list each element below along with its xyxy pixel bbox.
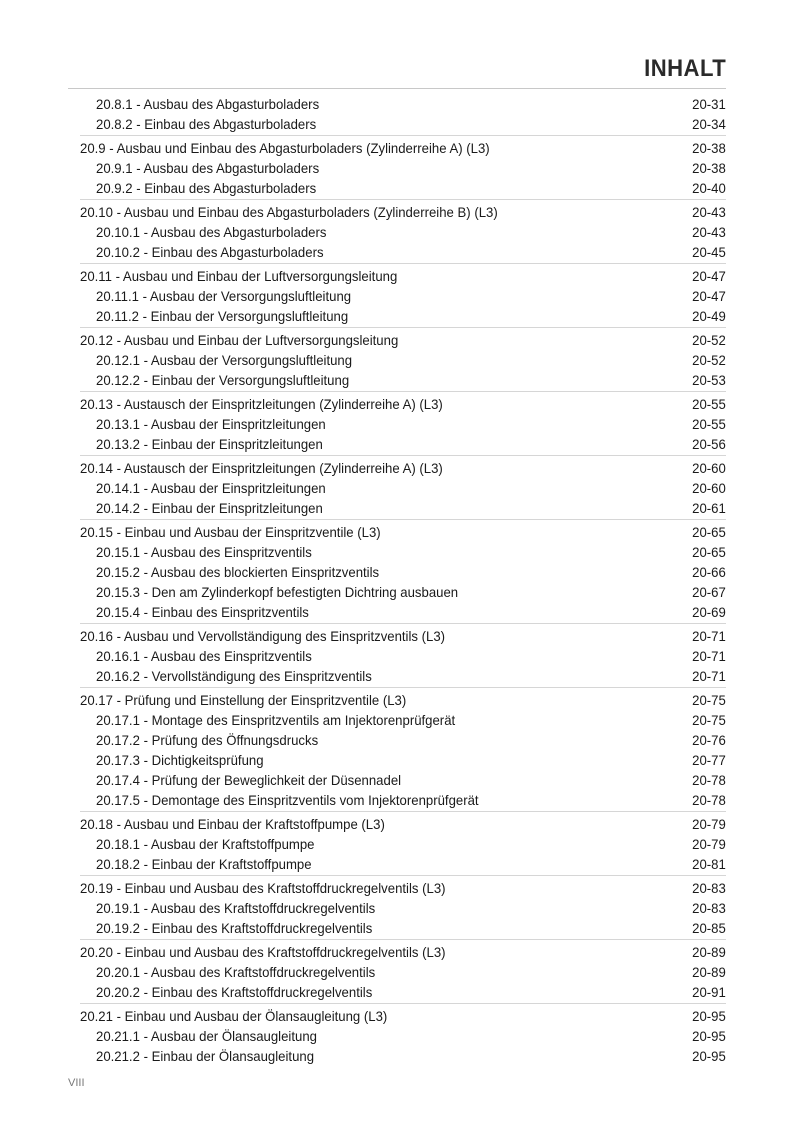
- toc-entry-title: 20.17.4 - Prüfung der Beweglichkeit der Düsennadel: [96, 772, 402, 788]
- toc-entry[interactable]: [80, 814, 726, 834]
- toc-entry-page: 20-71: [692, 668, 726, 684]
- table-of-contents: [80, 94, 726, 1067]
- toc-section: [80, 688, 726, 812]
- toc-entry-page: 20-56: [692, 436, 726, 452]
- toc-section: [80, 200, 726, 264]
- toc-subentry[interactable]: [80, 158, 726, 178]
- toc-subentry[interactable]: [80, 834, 726, 854]
- toc-subentry[interactable]: [80, 898, 726, 918]
- toc-section: [80, 392, 726, 456]
- toc-entry-page: 20-95: [692, 1028, 726, 1044]
- toc-entry[interactable]: [80, 202, 726, 222]
- toc-subentry[interactable]: [80, 770, 726, 790]
- toc-section: [80, 94, 726, 136]
- toc-entry-title: 20.13.1 - Ausbau der Einspritzleitungen: [96, 416, 326, 432]
- toc-subentry[interactable]: [80, 414, 726, 434]
- toc-entry-page: 20-38: [692, 140, 726, 156]
- toc-entry-page: 20-55: [692, 396, 726, 412]
- toc-subentry[interactable]: [80, 854, 726, 874]
- toc-entry-title: 20.20.1 - Ausbau des Kraftstoffdruckregelventils: [96, 964, 376, 980]
- toc-entry-page: 20-53: [692, 372, 726, 388]
- toc-entry-title: 20.15.4 - Einbau des Einspritzventils: [96, 604, 309, 620]
- toc-entry-title: 20.13 - Austausch der Einspritzleitungen (Zylinderreihe A) (L3): [80, 396, 443, 412]
- toc-entry-title: 20.8.1 - Ausbau des Abgasturboladers: [96, 96, 320, 112]
- toc-subentry[interactable]: [80, 242, 726, 262]
- toc-entry-page: 20-34: [692, 116, 726, 132]
- toc-entry[interactable]: [80, 626, 726, 646]
- toc-entry-page: 20-81: [692, 856, 726, 872]
- toc-entry-title: 20.19 - Einbau und Ausbau des Kraftstoffdruckregelventils (L3): [80, 880, 446, 896]
- toc-subentry[interactable]: [80, 918, 726, 938]
- toc-entry-page: 20-83: [692, 900, 726, 916]
- toc-subentry[interactable]: [80, 498, 726, 518]
- toc-entry-page: 20-61: [692, 500, 726, 516]
- toc-subentry[interactable]: [80, 962, 726, 982]
- toc-entry-page: 20-43: [692, 204, 726, 220]
- toc-section: [80, 456, 726, 520]
- toc-entry-title: 20.12 - Ausbau und Einbau der Luftversorgungsleitung: [80, 332, 399, 348]
- toc-entry-title: 20.8.2 - Einbau des Abgasturboladers: [96, 116, 317, 132]
- toc-entry-title: 20.10 - Ausbau und Einbau des Abgasturboladers (Zylinderreihe B) (L3): [80, 204, 498, 220]
- toc-entry-title: 20.17.1 - Montage des Einspritzventils am Injektorenprüfgerät: [96, 712, 456, 728]
- toc-entry-page: 20-75: [692, 692, 726, 708]
- toc-subentry[interactable]: [80, 582, 726, 602]
- toc-entry-title: 20.14.1 - Ausbau der Einspritzleitungen: [96, 480, 326, 496]
- toc-section: [80, 1004, 726, 1067]
- toc-entry-title: 20.21.1 - Ausbau der Ölansaugleitung: [96, 1028, 317, 1044]
- toc-entry[interactable]: [80, 458, 726, 478]
- page-number: VIII: [68, 1077, 85, 1089]
- toc-entry-page: 20-69: [692, 604, 726, 620]
- toc-subentry[interactable]: [80, 434, 726, 454]
- toc-entry-page: 20-75: [692, 712, 726, 728]
- toc-subentry[interactable]: [80, 222, 726, 242]
- toc-entry-title: 20.16.2 - Vervollständigung des Einspritzventils: [96, 668, 372, 684]
- toc-entry-title: 20.12.1 - Ausbau der Versorgungsluftleitung: [96, 352, 353, 368]
- toc-subentry[interactable]: [80, 790, 726, 810]
- toc-entry-title: 20.15.2 - Ausbau des blockierten Einspritzventils: [96, 564, 380, 580]
- toc-section: [80, 812, 726, 876]
- toc-entry[interactable]: [80, 942, 726, 962]
- toc-entry-title: 20.15 - Einbau und Ausbau der Einspritzventile (L3): [80, 524, 381, 540]
- toc-subentry[interactable]: [80, 666, 726, 686]
- toc-entry-page: 20-60: [692, 480, 726, 496]
- toc-subentry[interactable]: [80, 178, 726, 198]
- toc-entry-page: 20-65: [692, 524, 726, 540]
- toc-entry-title: 20.18 - Ausbau und Einbau der Kraftstoffpumpe (L3): [80, 816, 385, 832]
- toc-entry-page: 20-31: [692, 96, 726, 112]
- toc-entry-page: 20-91: [692, 984, 726, 1000]
- toc-subentry[interactable]: [80, 646, 726, 666]
- toc-entry-title: 20.11.1 - Ausbau der Versorgungsluftleitung: [96, 288, 352, 304]
- toc-entry-title: 20.21.2 - Einbau der Ölansaugleitung: [96, 1048, 315, 1064]
- toc-entry[interactable]: [80, 394, 726, 414]
- toc-entry-page: 20-95: [692, 1048, 726, 1064]
- toc-entry-page: 20-52: [692, 332, 726, 348]
- toc-entry-title: 20.18.1 - Ausbau der Kraftstoffpumpe: [96, 836, 315, 852]
- toc-entry-title: 20.20 - Einbau und Ausbau des Kraftstoffdruckregelventils (L3): [80, 944, 446, 960]
- toc-section: [80, 136, 726, 200]
- toc-subentry[interactable]: [80, 1026, 726, 1046]
- toc-entry-page: 20-77: [692, 752, 726, 768]
- toc-entry[interactable]: [80, 138, 726, 158]
- toc-section: [80, 264, 726, 328]
- toc-subentry[interactable]: [80, 982, 726, 1002]
- toc-entry-page: 20-85: [692, 920, 726, 936]
- toc-entry-page: 20-71: [692, 648, 726, 664]
- toc-entry-title: 20.19.1 - Ausbau des Kraftstoffdruckregelventils: [96, 900, 376, 916]
- toc-subentry[interactable]: [80, 710, 726, 730]
- toc-entry-title: 20.14.2 - Einbau der Einspritzleitungen: [96, 500, 323, 516]
- toc-entry-title: 20.21 - Einbau und Ausbau der Ölansaugleitung (L3): [80, 1008, 388, 1024]
- toc-entry-title: 20.17.2 - Prüfung des Öffnungsdrucks: [96, 732, 319, 748]
- toc-entry-title: 20.16.1 - Ausbau des Einspritzventils: [96, 648, 312, 664]
- toc-entry-title: 20.18.2 - Einbau der Kraftstoffpumpe: [96, 856, 312, 872]
- toc-section: [80, 624, 726, 688]
- toc-entry-page: 20-47: [692, 288, 726, 304]
- toc-section: [80, 328, 726, 392]
- toc-entry-page: 20-89: [692, 944, 726, 960]
- toc-entry-page: 20-55: [692, 416, 726, 432]
- toc-entry-page: 20-47: [692, 268, 726, 284]
- toc-entry-title: 20.19.2 - Einbau des Kraftstoffdruckregelventils: [96, 920, 373, 936]
- toc-entry-page: 20-52: [692, 352, 726, 368]
- toc-entry-page: 20-43: [692, 224, 726, 240]
- toc-entry-page: 20-66: [692, 564, 726, 580]
- toc-entry-title: 20.17 - Prüfung und Einstellung der Einspritzventile (L3): [80, 692, 407, 708]
- toc-subentry[interactable]: [80, 542, 726, 562]
- toc-entry-title: 20.10.2 - Einbau des Abgasturboladers: [96, 244, 324, 260]
- toc-entry-page: 20-83: [692, 880, 726, 896]
- toc-entry-page: 20-78: [692, 772, 726, 788]
- toc-subentry[interactable]: [80, 562, 726, 582]
- toc-entry-page: 20-71: [692, 628, 726, 644]
- toc-subentry[interactable]: [80, 370, 726, 390]
- toc-subentry[interactable]: [80, 114, 726, 134]
- toc-subentry[interactable]: [80, 750, 726, 770]
- toc-entry-page: 20-67: [692, 584, 726, 600]
- toc-entry-title: 20.17.5 - Demontage des Einspritzventils vom Injektorenprüfgerät: [96, 792, 479, 808]
- toc-entry[interactable]: [80, 878, 726, 898]
- toc-subentry[interactable]: [80, 730, 726, 750]
- toc-entry-page: 20-38: [692, 160, 726, 176]
- toc-subentry[interactable]: [80, 1046, 726, 1066]
- toc-entry-title: 20.16 - Ausbau und Vervollständigung des Einspritzventils (L3): [80, 628, 446, 644]
- toc-subentry[interactable]: [80, 306, 726, 326]
- toc-entry-page: 20-60: [692, 460, 726, 476]
- toc-subentry[interactable]: [80, 350, 726, 370]
- toc-entry-title: 20.12.2 - Einbau der Versorgungsluftleitung: [96, 372, 350, 388]
- toc-subentry[interactable]: [80, 602, 726, 622]
- toc-entry[interactable]: [80, 1006, 726, 1026]
- toc-entry-page: 20-79: [692, 836, 726, 852]
- toc-entry-page: 20-95: [692, 1008, 726, 1024]
- toc-entry[interactable]: [80, 330, 726, 350]
- toc-section: [80, 520, 726, 624]
- toc-entry-page: 20-89: [692, 964, 726, 980]
- toc-entry-title: 20.20.2 - Einbau des Kraftstoffdruckregelventils: [96, 984, 373, 1000]
- toc-entry[interactable]: [80, 266, 726, 286]
- title-rule: [68, 88, 726, 89]
- toc-entry-title: 20.10.1 - Ausbau des Abgasturboladers: [96, 224, 327, 240]
- toc-entry-title: 20.9 - Ausbau und Einbau des Abgasturboladers (Zylinderreihe A) (L3): [80, 140, 490, 156]
- toc-subentry[interactable]: [80, 94, 726, 114]
- toc-entry-title: 20.15.3 - Den am Zylinderkopf befestigten Dichtring ausbauen: [96, 584, 459, 600]
- toc-subentry[interactable]: [80, 478, 726, 498]
- toc-entry-title: 20.11.2 - Einbau der Versorgungsluftleitung: [96, 308, 349, 324]
- toc-section: [80, 876, 726, 940]
- toc-entry[interactable]: [80, 522, 726, 542]
- toc-entry-page: 20-65: [692, 544, 726, 560]
- toc-entry-page: 20-79: [692, 816, 726, 832]
- toc-entry-title: 20.9.1 - Ausbau des Abgasturboladers: [96, 160, 320, 176]
- toc-entry-page: 20-49: [692, 308, 726, 324]
- toc-entry-page: 20-76: [692, 732, 726, 748]
- toc-entry-page: 20-45: [692, 244, 726, 260]
- toc-subentry[interactable]: [80, 286, 726, 306]
- toc-entry-title: 20.11 - Ausbau und Einbau der Luftversorgungsleitung: [80, 268, 398, 284]
- toc-entry-title: 20.9.2 - Einbau des Abgasturboladers: [96, 180, 317, 196]
- toc-entry-page: 20-78: [692, 792, 726, 808]
- toc-entry-title: 20.14 - Austausch der Einspritzleitungen (Zylinderreihe A) (L3): [80, 460, 443, 476]
- toc-entry-page: 20-40: [692, 180, 726, 196]
- toc-entry-title: 20.17.3 - Dichtigkeitsprüfung: [96, 752, 264, 768]
- page-title: INHALT: [643, 55, 726, 82]
- toc-entry-title: 20.15.1 - Ausbau des Einspritzventils: [96, 544, 312, 560]
- toc-entry-title: 20.13.2 - Einbau der Einspritzleitungen: [96, 436, 323, 452]
- toc-entry[interactable]: [80, 690, 726, 710]
- toc-section: [80, 940, 726, 1004]
